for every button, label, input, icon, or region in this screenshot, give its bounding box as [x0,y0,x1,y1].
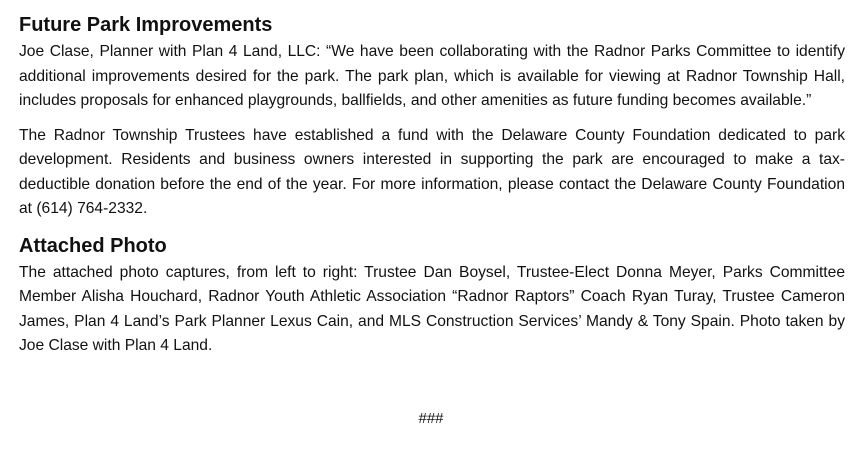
document-body [19,12,845,359]
paragraph-planner-quote: Joe Clase, Planner with Plan 4 Land, LLC: “We have been collaborating with the Radnor Parks Committee to identify additional improvements desired for the park. The park plan, which is available for viewing at Radnor Township Hall, includes proposals for enhanced playgrounds, ballfields, and other amenities as future funding becomes available.” [19,43,845,109]
paragraph-trustees-fund: The Radnor Township Trustees have established a fund with the Delaware County Foundation dedicated to park development. Residents and business owners interested in supporting the park are encouraged to make a tax-deductible donation before the end of the year. For more information, please contact the Delaware County Foundation at (614) 764-2332. [19,126,845,217]
end-of-release-mark: ### [418,410,444,427]
heading-attached-photo: Attached Photo [19,234,167,257]
heading-future-park-improvements: Future Park Improvements [19,14,273,36]
paragraph-photo-caption: The attached photo captures, from left to right: Trustee Dan Boysel, Trustee-Elect Donna Meyer, Parks Committee Member Alisha Houchard, Radnor Youth Athletic Association “Radnor Raptors” Coach Ryan Turay, Trustee Cameron James, Plan 4 Land’s Park Planner Lexus Cain, and MLS Construction Services’ Mandy & Tony Spain. Photo taken by Joe Clase with Plan 4 Land. [19,263,845,354]
